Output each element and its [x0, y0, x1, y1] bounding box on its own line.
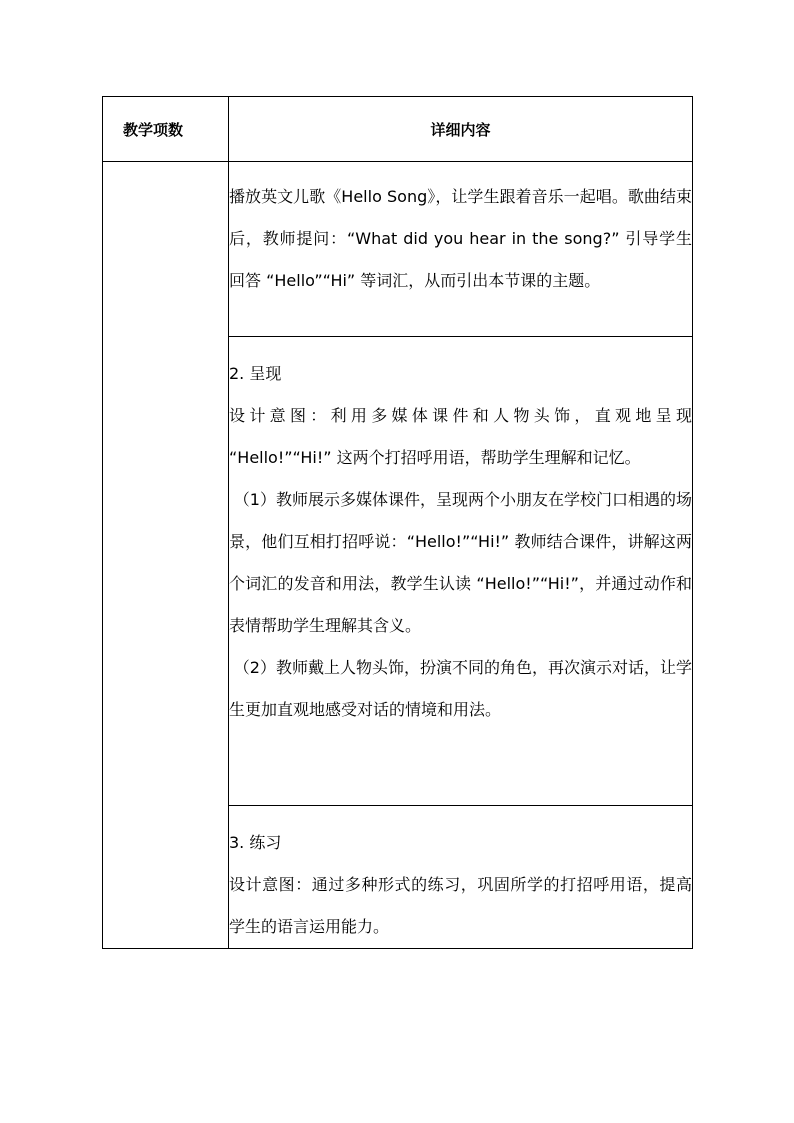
paragraph: （2）教师戴上人物头饰，扮演不同的角色，再次演示对话，让学生更加直观地感受对话的情境和用法。	[229, 658, 692, 719]
section-heading: 3. 练习	[229, 833, 282, 852]
content-cell-warmup	[229, 162, 693, 337]
section-heading: 2. 呈现	[229, 364, 282, 383]
paragraph: 播放英文儿歌《Hello Song》，让学生跟着音乐一起唱。歌曲结束后，教师提问：“What did you hear in the song?” 引导学生回答 “Hello”“Hi” 等词汇，从而引出本节课的主题。	[229, 187, 692, 290]
teaching-items-cell	[103, 162, 229, 949]
lesson-plan-table	[102, 96, 693, 949]
paragraph: （1）教师展示多媒体课件，呈现两个小朋友在学校门口相遇的场景，他们互相打招呼说：“Hello!”“Hi!” 教师结合课件，讲解这两个词汇的发音和用法，教学生认读 “Hello!”“Hi!”，并通过动作和表情帮助学生理解其含义。	[229, 490, 692, 635]
table-row	[103, 162, 693, 337]
paragraph: 设计意图：通过多种形式的练习，巩固所学的打招呼用语，提高学生的语言运用能力。	[229, 875, 692, 936]
table-header-row	[103, 97, 693, 162]
content-cell-presentation	[229, 337, 693, 806]
header-teaching-items: 教学项数	[103, 97, 229, 162]
content-cell-practice	[229, 806, 693, 949]
header-detailed-content: 详细内容	[229, 97, 693, 162]
paragraph: 设计意图：利用多媒体课件和人物头饰，直观地呈现 “Hello!”“Hi!” 这两个打招呼用语，帮助学生理解和记忆。	[229, 406, 692, 467]
